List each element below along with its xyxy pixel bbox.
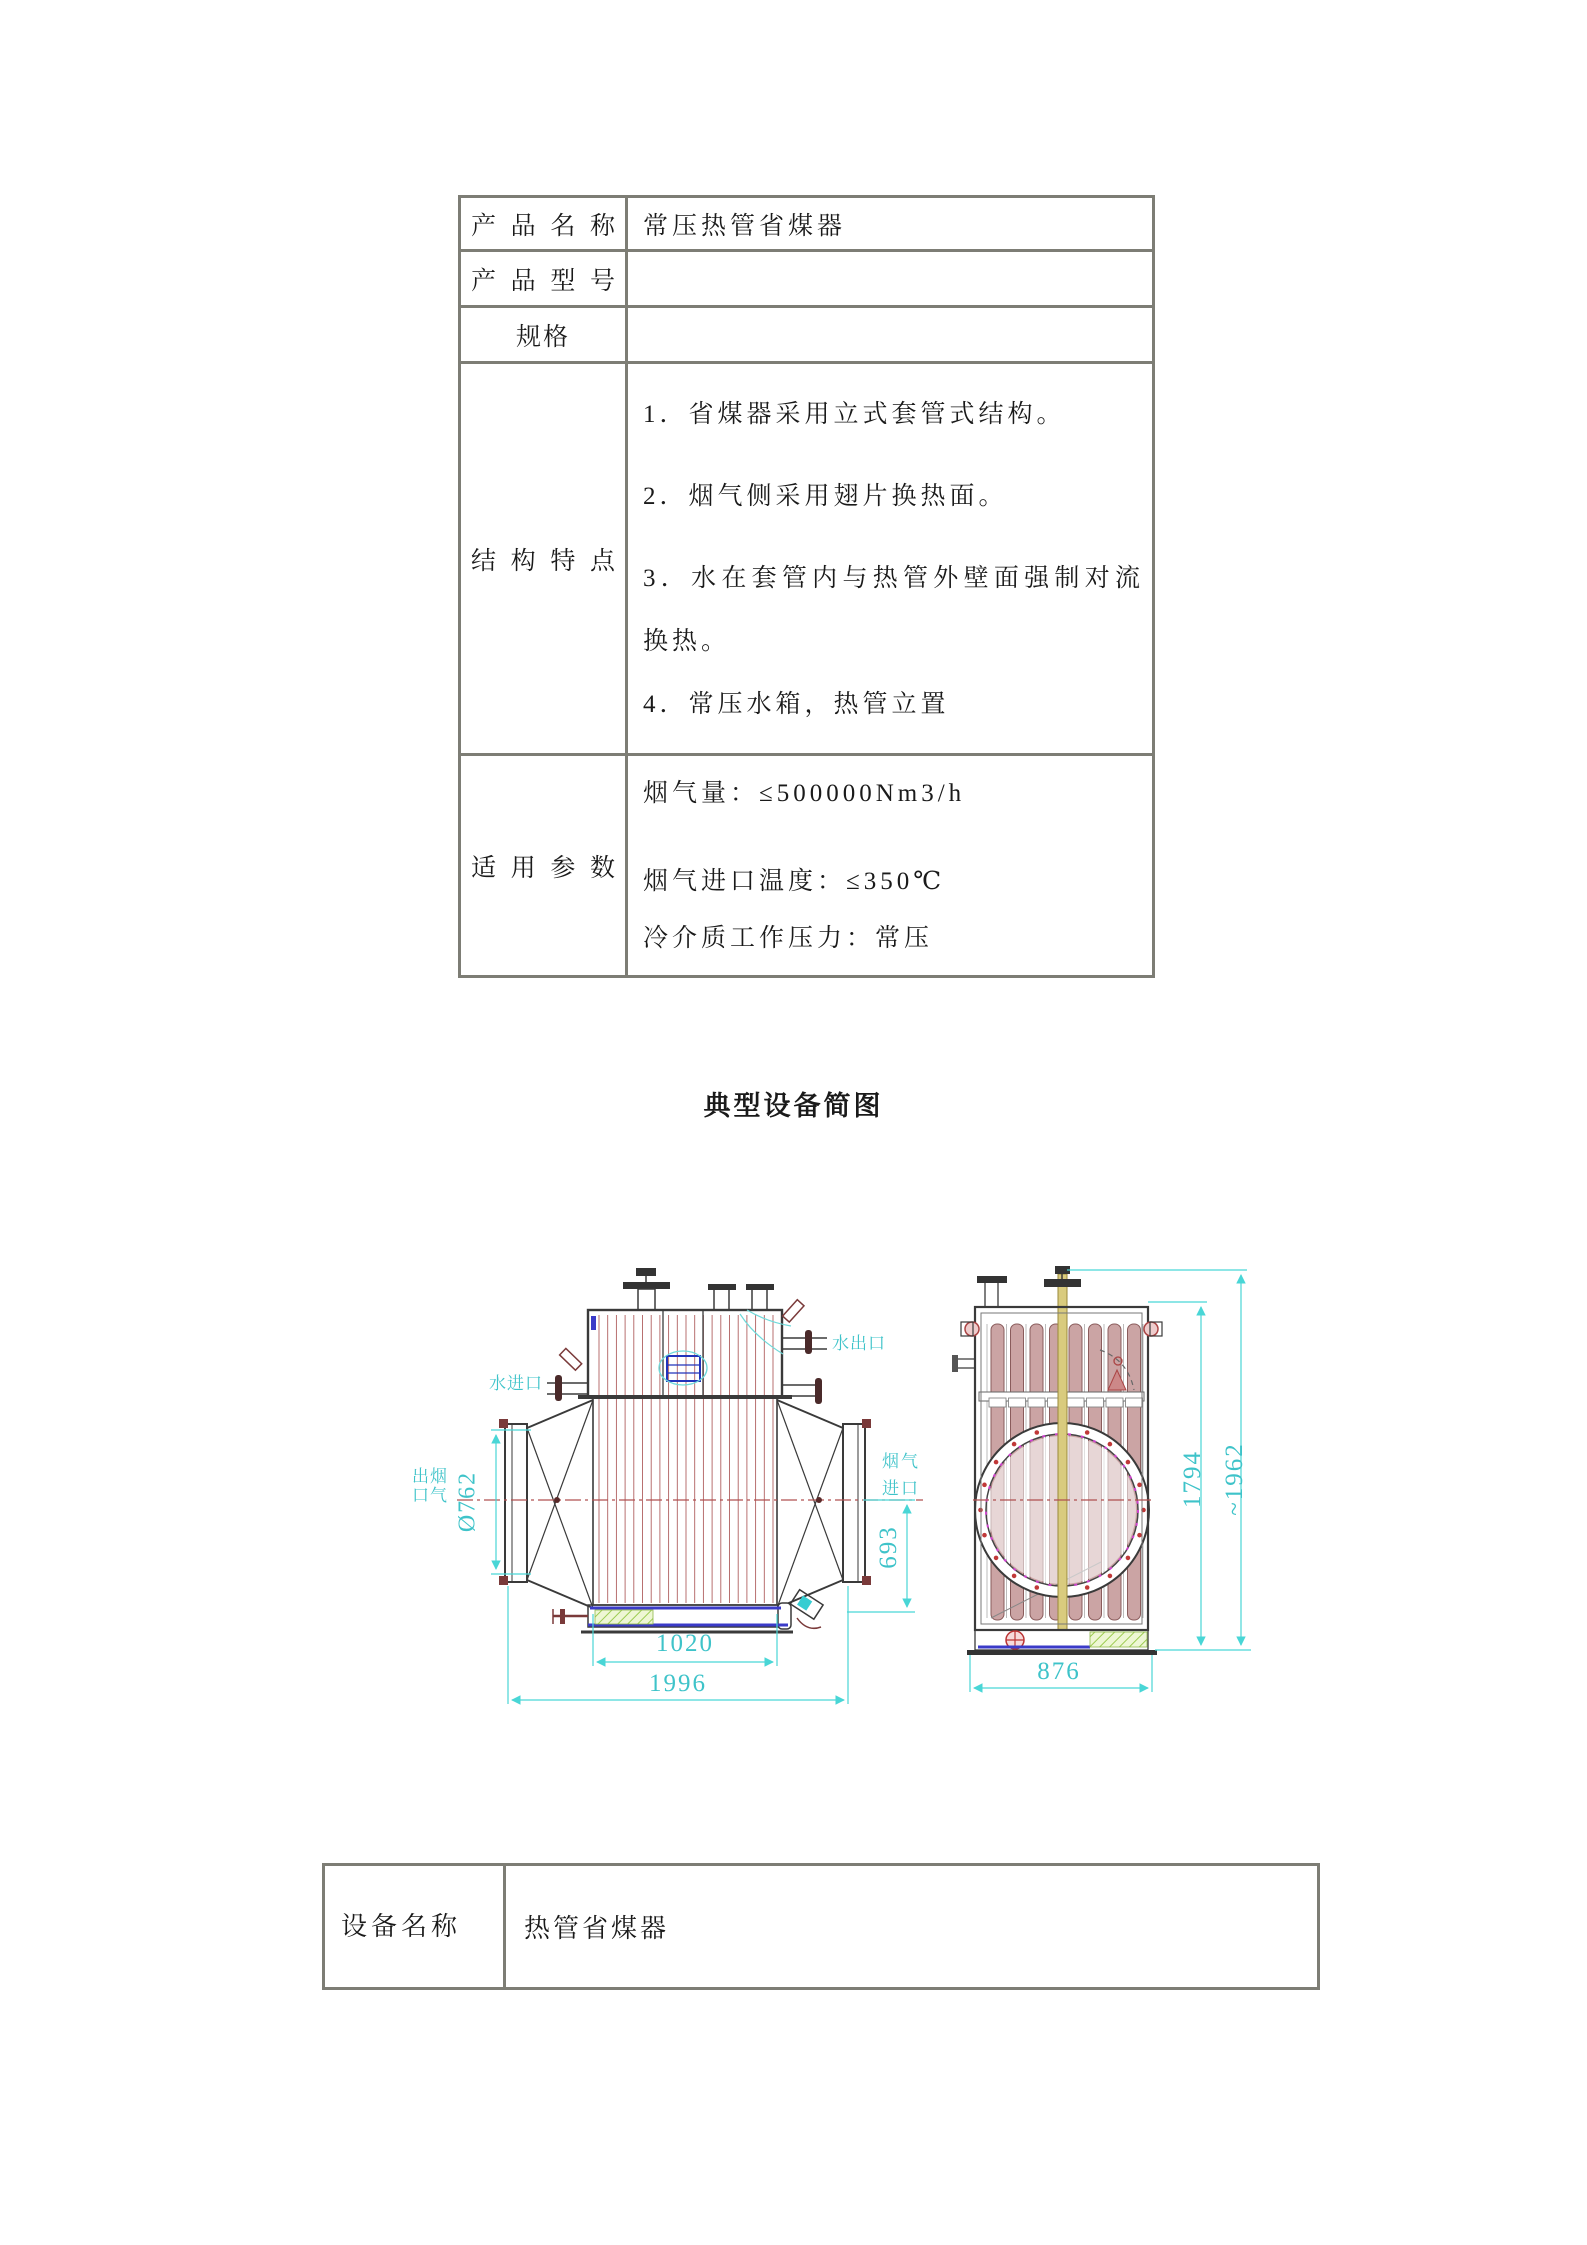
dimension-side-width: 876 [1037,1658,1081,1685]
spec-label: 规格 [460,307,627,363]
feature-item: 2．烟气侧采用翅片换热面。 [643,483,1008,510]
water-outlet-label: 水出口 [832,1334,886,1353]
feature-item: 4．常压水箱，热管立置 [643,691,950,718]
dimension-lower-height: 693 [875,1525,902,1569]
equipment-name-label: 设备名称 [324,1865,505,1989]
dimension-overall-height: ~1962 [1221,1442,1248,1516]
param-item: 烟气进口温度：≤350℃ [643,867,946,895]
front-view-tubes [599,1315,773,1603]
center-pipe [1058,1274,1067,1630]
dimension-outlet-diameter: Ø762 [454,1470,481,1533]
dimension-inner-width: 1020 [656,1630,714,1657]
product-spec-table [458,195,1155,978]
feature-item: 1．省煤器采用立式套管式结构。 [643,401,1066,428]
product-model-value [627,251,1154,307]
diagram-title: 典型设备简图 [703,1091,884,1121]
product-model-label: 产品型号 [460,251,627,307]
equipment-name-value: 热管省煤器 [505,1865,1319,1989]
front-view-body [499,1268,871,1632]
feature-item: 3．水在套管内与热管外壁面强制对流换热。 [643,565,1144,655]
table-row [460,363,1154,755]
product-name-value: 常压热管省煤器 [627,197,1154,251]
table-row [460,307,1154,363]
dimension-body-height: 1794 [1179,1450,1206,1508]
equipment-name-table [322,1863,1320,1990]
flue-gas-inlet-label: 烟气进口 [882,1452,920,1498]
param-item: 烟气量：≤500000Nm3/h [643,779,966,807]
table-row [460,197,1154,251]
param-item: 冷介质工作压力：常压 [643,924,934,952]
table-row [324,1865,1319,1989]
flue-gas-outlet-label: 烟气出口 [409,1467,446,1505]
schematic-drawing [395,1262,1265,1712]
applicable-params-value [627,755,1154,977]
equipment-schematic [395,1262,1265,1712]
water-inlet-label: 水进口 [489,1374,543,1393]
product-name-label: 产品名称 [460,197,627,251]
table-row [460,251,1154,307]
structure-features-label: 结构特点 [460,363,627,755]
spec-value [627,307,1154,363]
table-row [460,755,1154,977]
applicable-params-label: 适用参数 [460,755,627,977]
dimension-overall-width: 1996 [649,1670,707,1697]
structure-features-value [627,363,1154,755]
